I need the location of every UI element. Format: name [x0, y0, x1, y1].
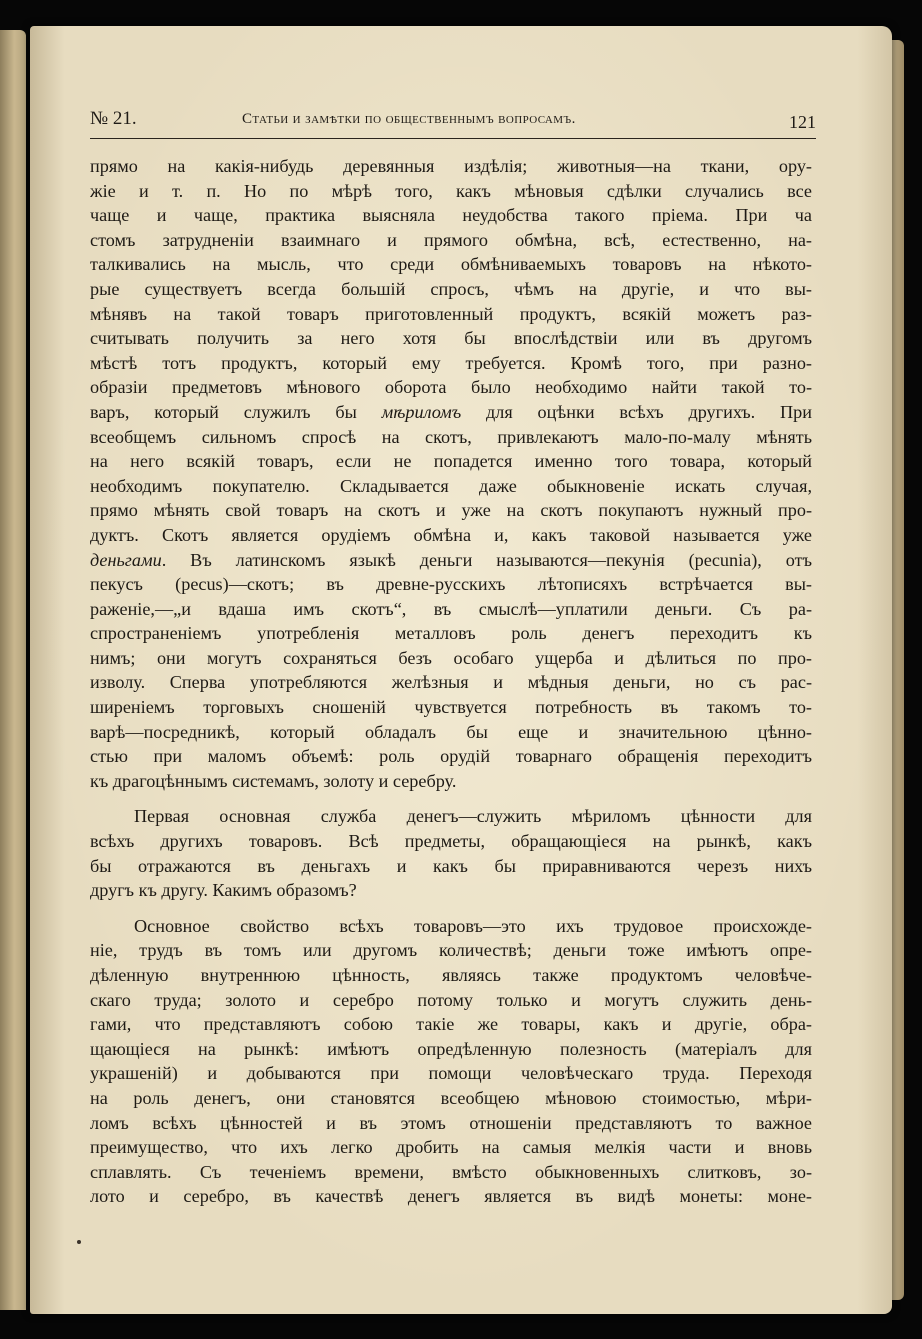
paragraph-1	[90, 154, 812, 793]
issue-number: № 21.	[90, 108, 137, 129]
text-line: Первая основная служба денегъ—служить мѣриломъ цѣнности для	[134, 806, 812, 827]
text-line: ширеніемъ торговыхъ сношеній чувствуется потребность въ такомъ то-	[90, 697, 812, 718]
paper-speck	[77, 1240, 81, 1244]
text-line: бы отражаются въ деньгахъ и какъ бы приравниваются черезъ нихъ	[90, 855, 812, 876]
text-line: щающіеся на рынкѣ: имѣютъ опредѣленную полезность (матеріалъ для	[90, 1038, 812, 1059]
text-line: на него всякій товаръ, если не попадется именно того товара, который	[90, 451, 812, 472]
text-line: Основное свойство всѣхъ товаровъ—это ихъ трудовое происхожде-	[134, 915, 812, 936]
text-line: стомъ затрудненіи взаимнаго и прямого обмѣна, всѣ, естественно, на-	[90, 229, 812, 250]
page-header	[90, 108, 816, 139]
text-line: варъ, который служилъ бы мѣриломъ для оцѣнки всѣхъ другихъ. При	[90, 401, 812, 422]
text-line: лото и серебро, въ качествѣ денегъ является въ видѣ монеты: моне-	[90, 1186, 812, 1207]
text-line: гами, что представляютъ собою такіе же товары, какъ и другіе, обра-	[90, 1014, 812, 1035]
text-line: прямо на какія-нибудь деревянныя издѣлія; животныя—на ткани, ору-	[90, 156, 812, 176]
text-line: украшеній) и добываются при помощи человѣческаго труда. Переходя	[90, 1063, 812, 1084]
text-line: прямо мѣнять свой товаръ на скотъ и уже на скотъ покупаютъ нужный про-	[90, 500, 812, 521]
text-line: преимущество, что ихъ легко дробить на самыя мелкія части и вновь	[90, 1137, 812, 1158]
text-line: спространеніемъ употребленія металловъ роль денегъ переходитъ къ	[90, 623, 812, 644]
text-line: на роль денегъ, они становятся всеобщею мѣновою стоимостью, мѣри-	[90, 1087, 812, 1108]
page-stack-edge	[890, 40, 904, 1300]
left-page-edge	[0, 30, 26, 1310]
text-line: мѣнявъ на такой товаръ приготовленный продуктъ, всякій можетъ раз-	[90, 303, 812, 324]
text-line: рые существуетъ всегда большій спросъ, чѣмъ на другіе, и что вы-	[90, 278, 812, 299]
text-line: сплавлять. Съ теченіемъ времени, вмѣсто обыкновенныхъ слитковъ, зо-	[90, 1161, 812, 1182]
text-line: скаго труда; золото и серебро потому только и могутъ служить день-	[90, 989, 812, 1010]
paragraph-3	[90, 914, 812, 1209]
text-line: варѣ—посредникѣ, который обладалъ бы еще и значительною цѣнно-	[90, 721, 812, 742]
text-line: нимъ; они могутъ сохраняться безъ особаго ущерба и дѣлиться по про-	[90, 647, 812, 668]
paragraph-2	[90, 804, 812, 902]
text-line: всѣхъ другихъ товаровъ. Всѣ предметы, обращающіеся на рынкѣ, какъ	[90, 831, 812, 852]
text-line: необходимъ покупателю. Складывается даже обыкновеніе искать случая,	[90, 475, 812, 496]
text-line: талкивались на мысль, что среди обмѣниваемыхъ товаровъ на нѣкото-	[90, 254, 812, 275]
text-line: всеобщемъ сильномъ спросѣ на скотъ, привлекаютъ мало-по-малу мѣнять	[90, 426, 812, 447]
text-line: ломъ всѣхъ цѣнностей и въ этомъ отношеніи представляютъ то важное	[90, 1112, 812, 1133]
text-line: стью при маломъ объемѣ: роль орудій товарнаго обращенія переходитъ	[90, 746, 812, 767]
paragraph-gap	[90, 903, 812, 914]
text-line: считывать получить за него хотя бы впослѣдствіи или въ другомъ	[90, 328, 812, 349]
text-line: другъ къ другу. Какимъ образомъ?	[90, 880, 357, 901]
page-body	[90, 154, 812, 1209]
text-line: дѣленную внутреннюю цѣнность, являясь также продуктомъ человѣче-	[90, 965, 812, 985]
running-title: Статьи и замѣтки по общественнымъ вопросамъ.	[242, 111, 576, 127]
text-line: жіе и т. п. Но по мѣрѣ того, какъ мѣновыя сдѣлки случались все	[90, 180, 812, 201]
text-line: изволу. Сперва употребляются желѣзныя и мѣдныя деньги, но съ рас-	[90, 672, 812, 693]
text-line: пекусъ (pecus)—скотъ; въ древне-русскихъ лѣтописяхъ встрѣчается вы-	[90, 574, 812, 595]
text-line: дуктъ. Скотъ является орудіемъ обмѣна и, какъ таковой называется уже	[90, 524, 812, 545]
text-line: раженіе,—„и вдаша имъ скотъ“, въ смыслѣ—уплатили деньги. Съ ра-	[90, 598, 812, 619]
text-line: чаще и чаще, практика выясняла неудобства такого пріема. При ча	[90, 205, 812, 226]
text-line: къ драгоцѣннымъ системамъ, золоту и серебру.	[90, 770, 457, 791]
text-line: образіи предметовъ мѣнового оборота было необходимо найти такой то-	[90, 377, 812, 398]
page-number: 121	[789, 112, 816, 132]
text-line: деньгами. Въ латинскомъ языкѣ деньги называются—пекунія (pecunia), отъ	[90, 549, 812, 570]
text-line: ніе, трудъ въ томъ или другомъ количествѣ; деньги тоже имѣютъ опре-	[90, 940, 812, 961]
paragraph-gap	[90, 793, 812, 804]
text-line: мѣстѣ тотъ продуктъ, который ему требуется. Кромѣ того, при разно-	[90, 352, 812, 373]
